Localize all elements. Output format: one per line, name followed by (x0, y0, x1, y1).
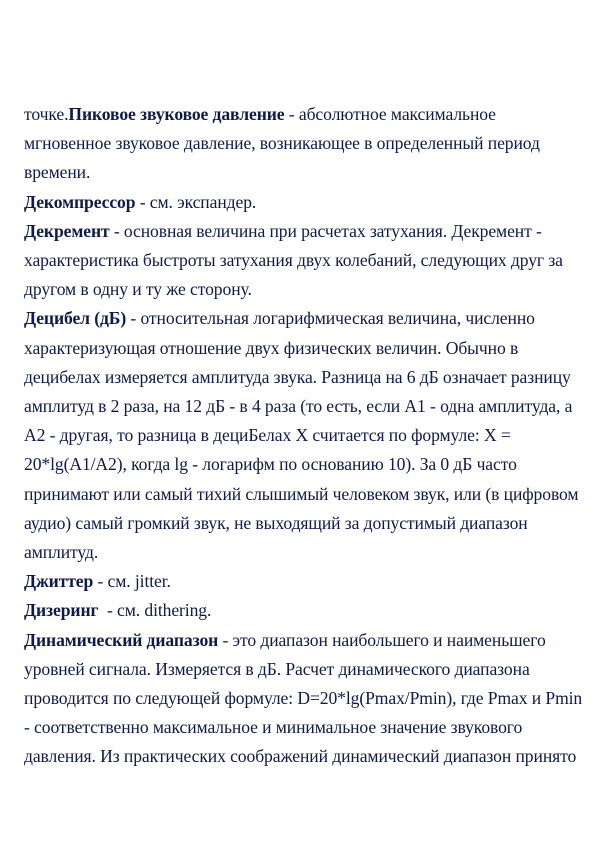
entry-term: Децибел (дБ) (24, 308, 127, 329)
entry-term: Декомпрессор (24, 191, 136, 212)
glossary-entry-decibel (24, 304, 584, 567)
glossary-entry-jitter (24, 567, 584, 596)
glossary-entry-decompressor (24, 188, 584, 217)
entry-term: Пиковое звуковое давление (68, 104, 285, 124)
entry-term: Декремент (24, 220, 110, 241)
entry-definition: - см. dithering. (98, 600, 212, 621)
entry-definition: - это диапазон наибольшего и наименьшего уровней сигнала. Измеряется в дБ. Расчет динамического диапазона проводится по следующей формуле: D=20*lg(Pmax/Pmin), где Pmax и Pmin - соответственно максимальное и минимальное значение звукового давления. Из практических соображений динамический диапазон принято (24, 629, 583, 767)
glossary-text (24, 100, 584, 772)
glossary-entry-peak-pressure (24, 100, 584, 188)
entry-definition: - см. экспандер. (135, 191, 257, 212)
entry-term: Дизеринг (24, 600, 99, 621)
glossary-entry-dithering (24, 596, 584, 625)
glossary-entry-dynamic-range (24, 626, 584, 772)
entry-definition: - основная величина при расчетах затухания. Декремент - характеристика быстроты затухания двух колебаний, следующих друг за другом в одну и ту же сторону. (24, 220, 563, 300)
glossary-entry-decrement (24, 217, 584, 305)
entry-definition: - относительная логарифмическая величина, численно характеризующая отношение двух физических величин. Обычно в децибелах измеряется амплитуда звука. Разница на 6 дБ означает разницу амплитуд в 2 раза, на 12 дБ - в 4 раза (то есть, если А1 - одна амплитуда, а А2 - другая, то разница в дециБелах Х считается по формуле: Х = 20*lg(А1/А2), когда lg - логарифм по основанию 10). За 0 дБ часто принимают или самый тихий слышимый человеком звук, или (в цифровом аудио) самый громкий звук, не выходящий за допустимый диапазон амплитуд. (24, 308, 579, 563)
entry-term: Джиттер (24, 571, 94, 592)
entry-definition: - абсолютное максимальное мгновенное звуковое давление, возникающее в определенный период времени. (24, 104, 540, 183)
entry-definition: - см. jitter. (93, 571, 171, 592)
entry-term: Динамический диапазон (24, 629, 219, 650)
entry-lead-text: точке. (24, 104, 69, 124)
